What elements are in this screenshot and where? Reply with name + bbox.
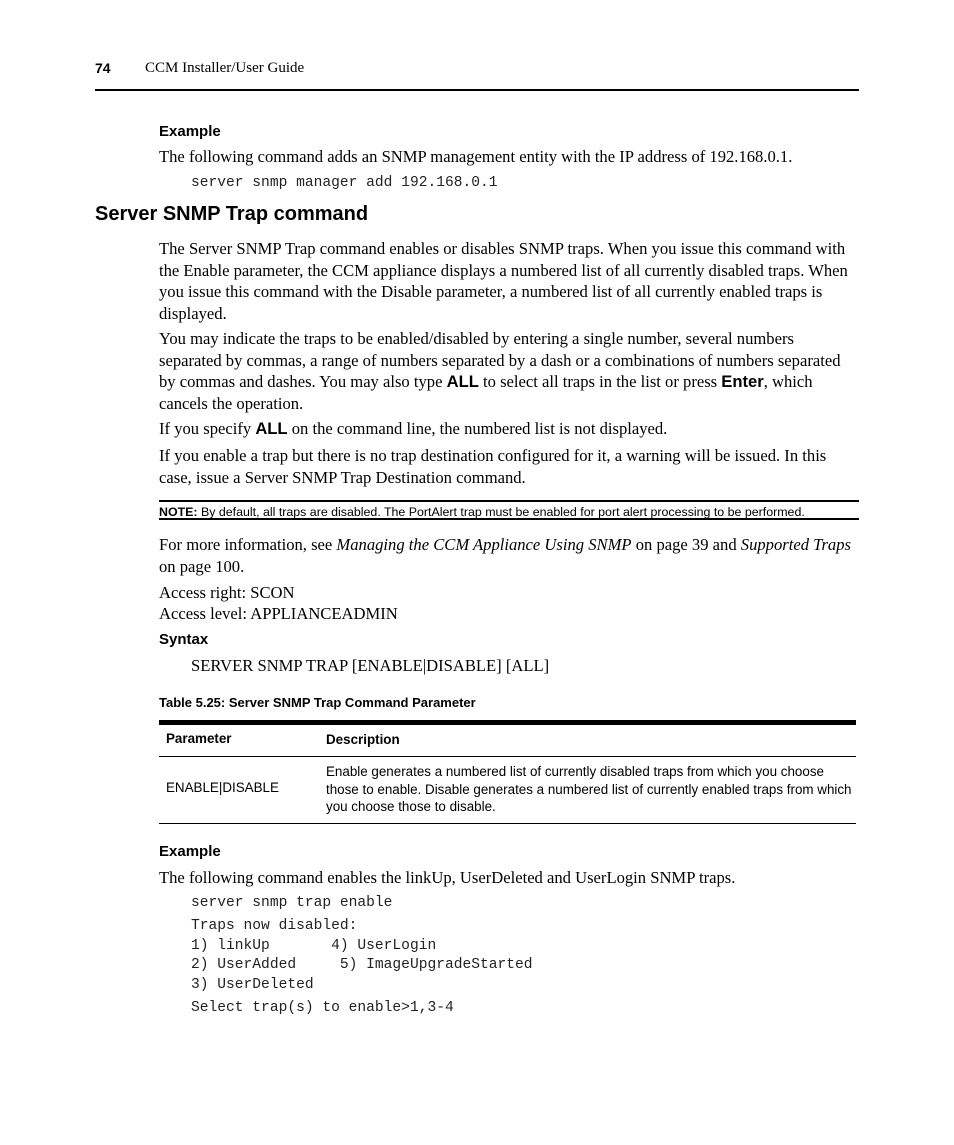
note-box <box>159 500 859 520</box>
syntax-heading: Syntax <box>159 631 209 648</box>
p2-text-3: , which cancels the operation. <box>159 372 813 413</box>
example-heading: Example <box>159 123 221 140</box>
note-body: By default, all traps are disabled. The PortAlert trap must be enabled for port alert processing to be performed. <box>197 505 805 519</box>
example2-description: The following command enables the linkUp, UserDeleted and UserLogin SNMP traps. <box>159 868 736 887</box>
code-line: server snmp trap enable <box>191 895 393 911</box>
table-row <box>159 757 856 824</box>
column-header-description: Description <box>326 732 400 747</box>
p2-text-2: to select all traps in the list or press <box>478 372 722 391</box>
page-number: 74 <box>95 60 111 76</box>
p3-bold-all: ALL <box>255 419 288 438</box>
p3-text-1: If you specify <box>159 419 256 438</box>
access-right: Access right: SCON <box>159 583 295 602</box>
header-rule <box>95 89 859 91</box>
code-line: Traps now disabled: <box>191 918 358 934</box>
p2-text-1: You may indicate the traps to be enabled/disabled by entering a single number, several numbers separated by commas, a range of numbers separated by a dash or a combinations of numbers separated by commas and dashes. You may also type <box>159 329 841 391</box>
link-supported-traps[interactable]: Supported Traps <box>740 535 851 554</box>
example-description: The following command adds an SNMP management entity with the IP address of 192.168.0.1. <box>159 147 793 166</box>
document-title: CCM Installer/User Guide <box>145 60 305 76</box>
code-line: 2) UserAdded 5) ImageUpgradeStarted <box>191 957 533 973</box>
paragraph-more-info <box>159 534 859 577</box>
paragraph-intro: The Server SNMP Trap command enables or disables SNMP traps. When you issue this command with the Enable parameter, the CCM appliance displays a numbered list of all currently disabled traps. When you issue this command with the Disable parameter, a numbered list of all currently enabled traps is displayed. <box>159 239 848 323</box>
cell-parameter: ENABLE|DISABLE <box>166 780 279 795</box>
p2-bold-enter: Enter <box>721 372 764 391</box>
syntax-text: SERVER SNMP TRAP [ENABLE|DISABLE] [ALL] <box>191 656 550 675</box>
more-info-text-2: on page 39 and <box>631 535 741 554</box>
table-caption: Table 5.25: Server SNMP Trap Command Parameter <box>159 695 476 710</box>
parameter-table <box>159 720 856 824</box>
p3-text-2: on the command line, the numbered list is not displayed. <box>287 419 668 438</box>
note-text <box>159 504 859 520</box>
access-level: Access level: APPLIANCEADMIN <box>159 604 398 623</box>
paragraph-all <box>159 418 859 440</box>
code-line: Select trap(s) to enable>1,3-4 <box>191 1000 454 1016</box>
example-code: server snmp manager add 192.168.0.1 <box>191 175 498 191</box>
cell-description: Enable generates a numbered list of currently disabled traps from which you choose those to enable. Disable generates a numbered list of currently enabled traps from which you choose those to disable. <box>326 764 852 814</box>
code-line: 1) linkUp 4) UserLogin <box>191 938 437 954</box>
p2-bold-all: ALL <box>446 372 479 391</box>
example2-heading: Example <box>159 843 221 860</box>
section-title: Server SNMP Trap command <box>95 203 369 225</box>
more-info-text-3: on page 100. <box>159 556 245 576</box>
paragraph-trap-selection <box>159 328 859 414</box>
code-line: 3) UserDeleted <box>191 977 314 993</box>
link-managing-snmp[interactable]: Managing the CCM Appliance Using SNMP <box>336 535 632 554</box>
note-label: NOTE: <box>159 505 198 519</box>
table-header <box>159 725 856 757</box>
column-header-parameter: Parameter <box>166 731 232 746</box>
more-info-text-1: For more information, see <box>159 535 337 554</box>
paragraph-warning: If you enable a trap but there is no trap destination configured for it, a warning will be issued. In this case, issue a Server SNMP Trap Destination command. <box>159 446 827 487</box>
